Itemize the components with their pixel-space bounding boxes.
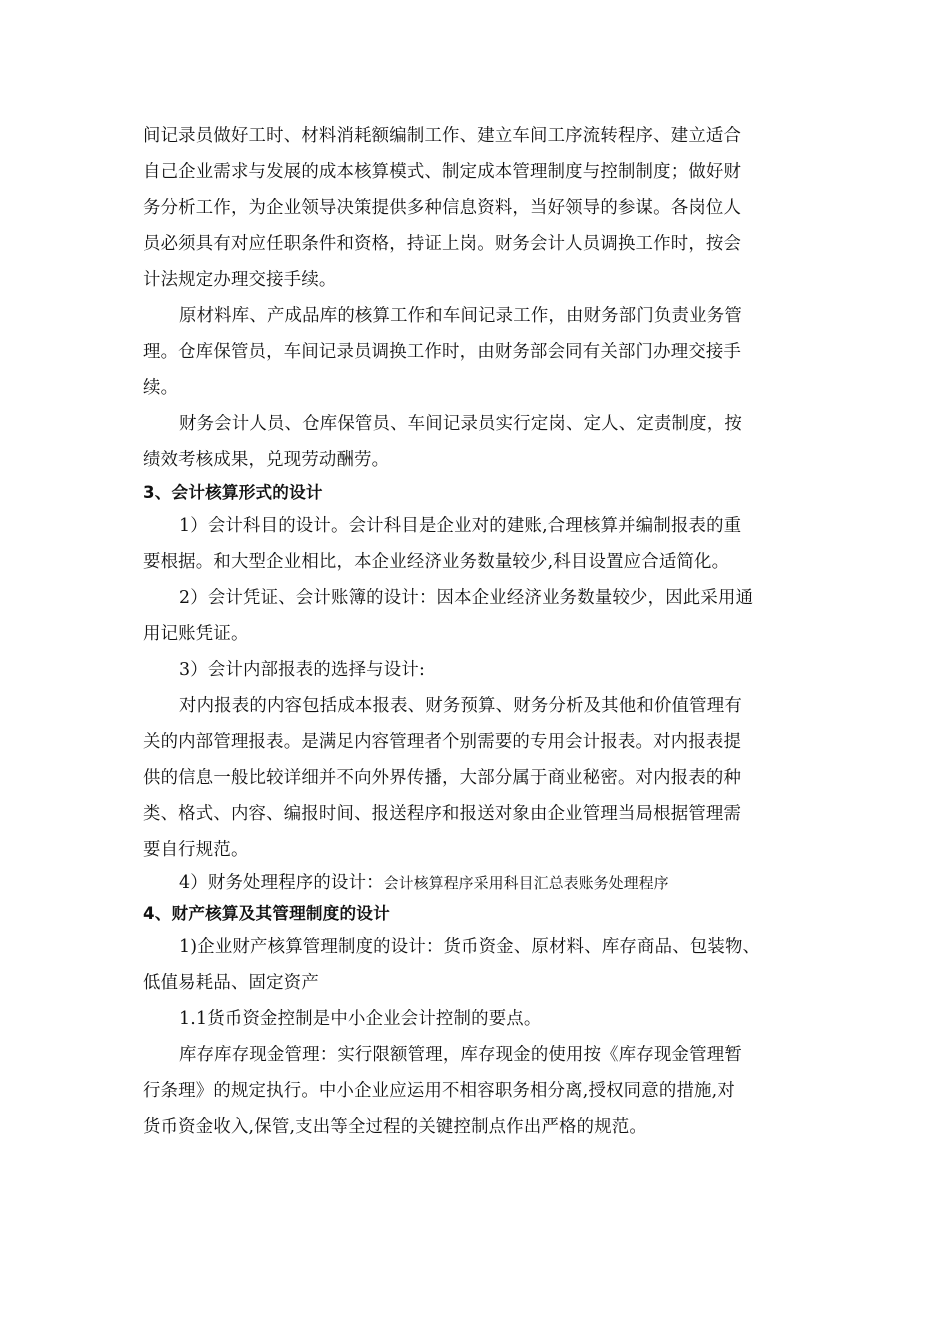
text-line: 员必须具有对应任职条件和资格，持证上岗。财务会计人员调换工作时，按会 — [143, 234, 742, 254]
paragraph-warehouse — [143, 298, 811, 406]
section-heading-3: 3、会计核算形式的设计 — [143, 483, 323, 502]
text-line: 对内报表的内容包括成本报表、财务预算、财务分析及其他和价值管理有 — [179, 696, 742, 716]
paragraph-property-management — [143, 929, 811, 1001]
text-segment: 会计核算程序采用科目汇总表账务处理程序 — [383, 875, 669, 892]
text-line: 绩效考核成果，兑现劳动酬劳。 — [143, 450, 390, 470]
text-line: 间记录员做好工时、材料消耗额编制工作、建立车间工序流转程序、建立适合 — [143, 126, 742, 146]
paragraph-staff-duties — [143, 118, 811, 298]
text-line: 1）会计科目的设计。会计科目是企业对的建账,合理核算并编制报表的重 — [179, 516, 742, 536]
text-line: 行条理》的规定执行。中小企业应运用不相容职务相分离,授权同意的措施,对 — [143, 1081, 735, 1101]
paragraph-report-content — [143, 688, 811, 868]
text-line: 关的内部管理报表。是满足内容管理者个别需要的专用会计报表。对内报表提 — [143, 732, 742, 752]
text-line: 2）会计凭证、会计账簿的设计：因本企业经济业务数量较少，因此采用通 — [179, 588, 754, 608]
text-line: 低值易耗品、固定资产 — [143, 973, 319, 993]
text-line: 3）会计内部报表的选择与设计: — [179, 660, 426, 680]
text-line: 供的信息一般比较详细并不向外界传播，大部分属于商业秘密。对内报表的种 — [143, 768, 742, 788]
text-line: 类、格式、内容、编报时间、报送程序和报送对象由企业管理当局根据管理需 — [143, 804, 742, 824]
body-text — [143, 118, 811, 1145]
text-line: 自己企业需求与发展的成本核算模式、制定成本管理制度与控制制度；做好财 — [143, 162, 742, 182]
paragraph-positions — [143, 406, 811, 478]
paragraph-cash-management — [143, 1037, 811, 1145]
text-line: 要自行规范。 — [143, 840, 249, 860]
text-line: 用记账凭证。 — [143, 624, 249, 644]
paragraph-account-subjects — [143, 508, 811, 580]
text-line: 库存库存现金管理：实行限额管理，库存现金的使用按《库存现金管理暂 — [179, 1045, 742, 1065]
text-line: 续。 — [143, 378, 179, 398]
text-line: 务分析工作，为企业领导决策提供多种信息资料，当好领导的参谋。各岗位人 — [143, 198, 742, 218]
paragraph-processing — [143, 868, 811, 899]
text-line: 原材料库、产成品库的核算工作和车间记录工作，由财务部门负责业务管 — [179, 306, 742, 326]
text-line: 财务会计人员、仓库保管员、车间记录员实行定岗、定人、定责制度，按 — [179, 414, 742, 434]
text-line: 1)企业财产核算管理制度的设计：货币资金、原材料、库存商品、包装物、 — [179, 937, 761, 957]
paragraph-cash-control — [143, 1001, 811, 1037]
text-line: 理。仓库保管员，车间记录员调换工作时，由财务部会同有关部门办理交接手 — [143, 342, 742, 362]
text-line: 计法规定办理交接手续。 — [143, 270, 337, 290]
text-line: 货币资金收入,保管,支出等全过程的关键控制点作出严格的规范。 — [143, 1117, 647, 1137]
text-segment: 4）财务处理程序的设计： — [179, 873, 384, 893]
text-line: 要根据。和大型企业相比，本企业经济业务数量较少,科目设置应合适简化。 — [143, 552, 730, 572]
paragraph-internal-reports — [143, 652, 811, 688]
paragraph-vouchers — [143, 580, 811, 652]
section-heading-4: 4、财产核算及其管理制度的设计 — [143, 904, 390, 923]
text-line: 1.1货币资金控制是中小企业会计控制的要点。 — [179, 1009, 542, 1029]
